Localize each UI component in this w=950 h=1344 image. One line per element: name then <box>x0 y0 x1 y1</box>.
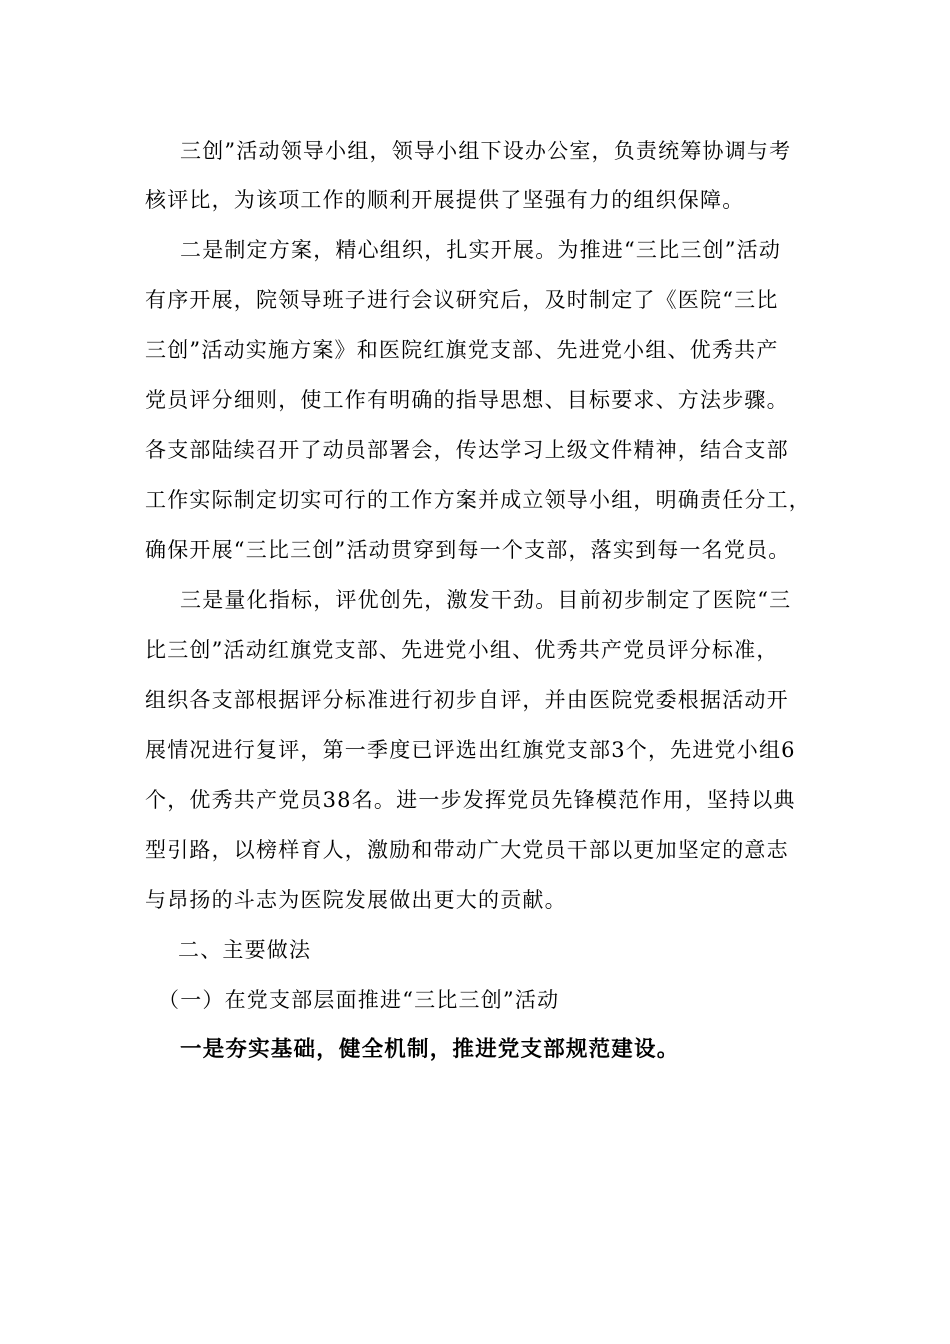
subsection-heading: （一）在党支部层面推进“三比三创”活动 <box>158 988 560 1012</box>
text-line: 各支部陆续召开了动员部署会，传达学习上级文件精神，结合支部 <box>145 438 789 462</box>
text-line: 三创”活动领导小组，领导小组下设办公室，负责统筹协调与考 <box>180 139 792 163</box>
text-line: 党员评分细则，使工作有明确的指导思想、目标要求、方法步骤。 <box>145 388 789 412</box>
text-line: 组织各支部根据评分标准进行初步自评，并由医院党委根据活动开 <box>145 688 789 712</box>
text-line: 三创”活动实施方案》和医院红旗党支部、先进党小组、优秀共产 <box>145 338 779 362</box>
text-line: 个，优秀共产党员38名。进一步发挥党员先锋模范作用，坚持以典 <box>145 788 796 812</box>
text-line: 比三创”活动红旗党支部、先进党小组、优秀共产党员评分标准， <box>145 638 779 662</box>
section-heading: 二、主要做法 <box>178 938 312 962</box>
text-line: 三是量化指标，评优创先，激发干劲。目前初步制定了医院“三 <box>180 588 792 612</box>
text-line: 与昂扬的斗志为医院发展做出更大的贡献。 <box>145 888 567 912</box>
text-line: 有序开展，院领导班子进行会议研究后，及时制定了《医院“三比 <box>145 288 779 312</box>
text-line: 确保开展“三比三创”活动贯穿到每一个支部，落实到每一名党员。 <box>145 538 791 562</box>
text-line: 工作实际制定切实可行的工作方案并成立领导小组，明确责任分工， <box>145 488 811 512</box>
text-line: 型引路，以榜样育人，激励和带动广大党员干部以更加坚定的意志 <box>145 838 789 862</box>
text-line: 二是制定方案，精心组织，扎实开展。为推进“三比三创”活动 <box>180 238 782 262</box>
text-line: 展情况进行复评，第一季度已评选出红旗党支部3个，先进党小组6 <box>145 738 796 762</box>
text-line: 核评比，为该项工作的顺利开展提供了坚强有力的组织保障。 <box>145 188 745 212</box>
bold-paragraph-heading: 一是夯实基础，健全机制，推进党支部规范建设。 <box>180 1037 680 1062</box>
